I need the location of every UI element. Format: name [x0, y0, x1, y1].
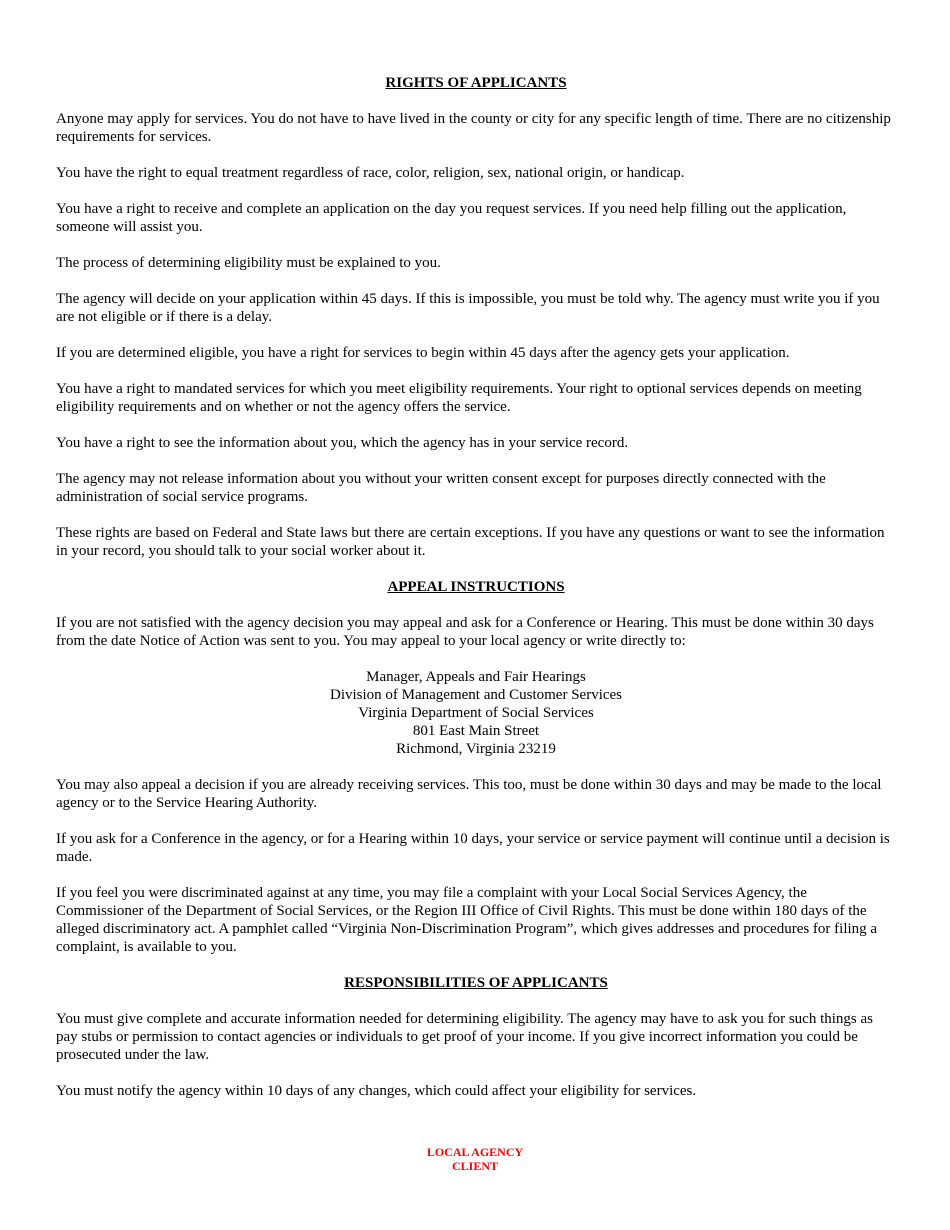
rights-paragraph-1: Anyone may apply for services. You do not have to have lived in the county or city for any specific length of time. There are no citizenship requirements for services.: [56, 111, 891, 145]
footer-local-agency: LOCAL AGENCY: [426, 1145, 524, 1159]
rights-paragraph-2: You have the right to equal treatment regardless of race, color, religion, sex, national origin, or handicap.: [56, 165, 685, 181]
responsibilities-heading: RESPONSIBILITIES OF APPLICANTS: [344, 975, 608, 991]
rights-paragraph-4: The process of determining eligibility must be explained to you.: [56, 255, 441, 271]
responsibilities-paragraph-1: You must give complete and accurate information needed for determining eligibility. The agency may have to ask you for such things as pay stubs or permission to contact agencies or individuals to get proof of your income. If you give incorrect information you could be prosecuted under the law.: [56, 1011, 874, 1063]
appeal-paragraph-3: If you feel you were discriminated against at any time, you may file a complaint with your Local Social Services Agency, the Commissioner of the Department of Social Services, or the Region III Office of Civil Rights. This must be done within 180 days of the alleged discriminatory act. A pamphlet called “Virginia Non-Discrimination Program”, which gives addresses and procedures for filing a complaint, is available to you.: [56, 885, 878, 955]
address-line-1: Manager, Appeals and Fair Hearings: [366, 669, 586, 685]
distribution-footer: [0, 1145, 950, 1173]
appeal-paragraph-1: You may also appeal a decision if you are already receiving services. This too, must be done within 30 days and may be made to the local agency or to the Service Hearing Authority.: [56, 777, 882, 811]
rights-paragraph-7: You have a right to mandated services for which you meet eligibility requirements. Your right to optional services depends on meeting eligibility requirements and on whether or not the agency offers the service.: [56, 381, 862, 415]
rights-paragraph-5: The agency will decide on your application within 45 days. If this is impossible, you must be told why. The agency must write you if you are not eligible or if there is a delay.: [56, 291, 880, 325]
address-line-4: 801 East Main Street: [412, 723, 540, 739]
rights-paragraph-6: If you are determined eligible, you have a right for services to begin within 45 days after the agency gets your application.: [56, 345, 790, 361]
address-line-5: Richmond, Virginia 23219: [396, 741, 556, 757]
rights-paragraph-10: These rights are based on Federal and State laws but there are certain exceptions. If you have any questions or want to see the information in your record, you should talk to your social worker about it.: [56, 525, 885, 559]
address-line-3: Virginia Department of Social Services: [358, 705, 594, 721]
appeal-intro: If you are not satisfied with the agency decision you may appeal and ask for a Conference or Hearing. This must be done within 30 days from the date Notice of Action was sent to you. You may appeal to your local agency or write directly to:: [56, 615, 874, 649]
rights-paragraph-3: You have a right to receive and complete an application on the day you request services. If you need help filling out the application, someone will assist you.: [56, 201, 847, 235]
document-page: [56, 74, 896, 1100]
appeal-heading: APPEAL INSTRUCTIONS: [387, 579, 565, 595]
rights-heading: RIGHTS OF APPLICANTS: [385, 75, 567, 91]
address-line-2: Division of Management and Customer Services: [329, 687, 623, 703]
rights-paragraph-8: You have a right to see the information about you, which the agency has in your service record.: [56, 435, 629, 451]
appeal-address: [56, 668, 896, 758]
footer-client: CLIENT: [451, 1159, 498, 1173]
appeal-paragraph-2: If you ask for a Conference in the agency, or for a Hearing within 10 days, your service or service payment will continue until a decision is made.: [56, 831, 890, 865]
responsibilities-paragraph-2: You must notify the agency within 10 days of any changes, which could affect your eligibility for services.: [56, 1083, 697, 1099]
rights-paragraph-9: The agency may not release information about you without your written consent except for purposes directly connected with the administration of social service programs.: [56, 471, 826, 505]
